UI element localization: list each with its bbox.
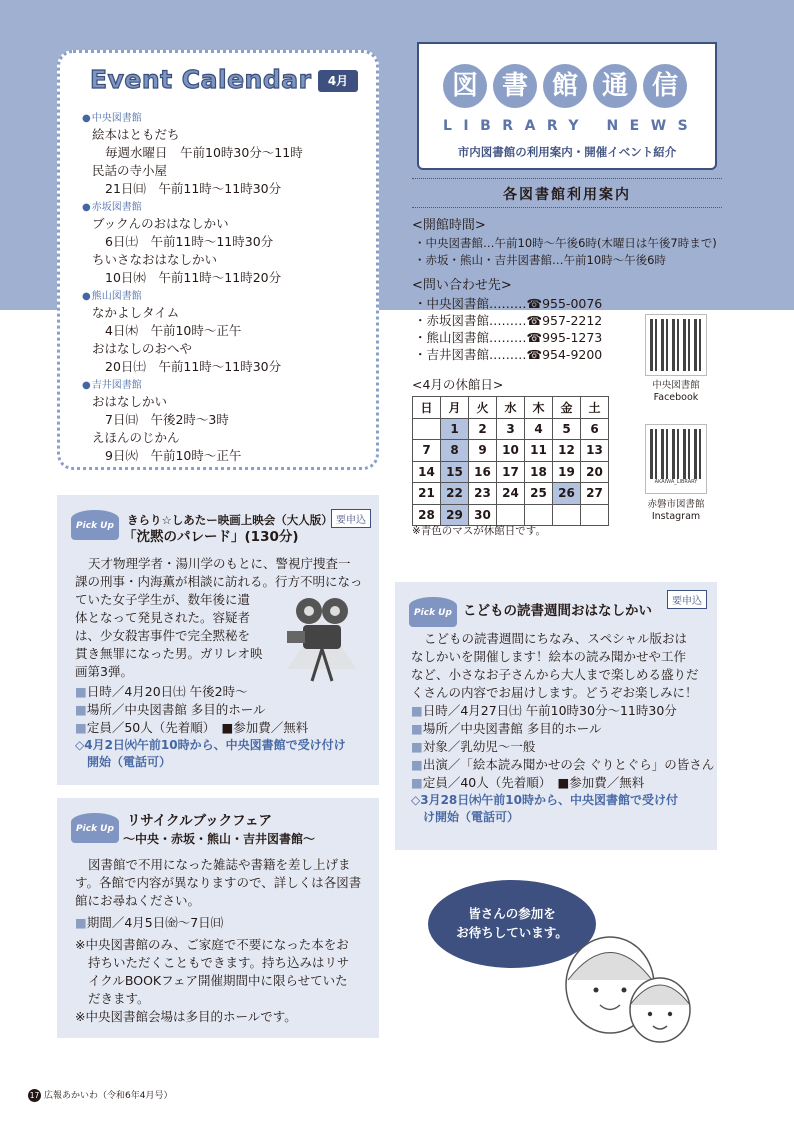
calendar-day-cell: 3 (497, 418, 525, 440)
text-line: くさんの内容でお届けします。どうぞお楽しみに！ (411, 685, 698, 700)
movie-details (75, 683, 346, 771)
detail-text: 場所／中央図書館 多目的ホール (422, 721, 602, 736)
qr-caption-line: Instagram (651, 511, 701, 522)
event-library-name: ● 吉井図書館 (82, 378, 376, 393)
weekday-cell: 火 (469, 397, 497, 419)
bubble-line: 皆さんの参加を (468, 906, 556, 921)
detail-row: ■日時／4月20日㈯ 午後2時～ (75, 684, 248, 699)
instagram-qr-code[interactable] (645, 424, 707, 494)
detail-text: 日時／4月27日㈯ 午前10時30分～11時30分 (422, 703, 677, 718)
facebook-qr-code[interactable] (645, 314, 707, 376)
detail-row: ■定員／40人（先着順） ■参加費／無料 (411, 775, 645, 790)
calendar-day-cell (413, 418, 441, 440)
notice-line: け開始（電話可） (423, 810, 520, 824)
weekday-cell: 木 (525, 397, 553, 419)
event-time: 21日㈰ 午前11時～11時30分 (105, 181, 282, 196)
event-library-name: ● 中央図書館 (82, 111, 376, 126)
notice-line: 開始（電話可） (87, 755, 172, 769)
qr-caption (631, 380, 721, 404)
event-time: 毎週水曜日 午前10時30分～11時 (105, 145, 303, 160)
logo-kanji: 信 (643, 64, 687, 108)
calendar-week-row (413, 483, 609, 505)
event-name: えほんのじかん (92, 430, 180, 445)
qr-caption-line: 中央図書館 (652, 380, 700, 391)
detail-text: 定員／40人（先着順） ■参加費／無料 (422, 775, 645, 790)
text-line: 天才物理学者・湯川学のもとに、警視庁捜査一 (88, 556, 351, 571)
mother-child-illustration (540, 930, 720, 1045)
detail-row: ■日時／4月27日㈯ 午前10時30分～11時30分 (411, 703, 677, 718)
contacts (412, 277, 602, 363)
event-time: 20日㈯ 午前11時～11時30分 (105, 359, 282, 374)
qr-caption-line: Facebook (653, 392, 699, 403)
event-time: 9日㈫ 午前10時～正午 (105, 448, 242, 463)
note-line: だきます。 (88, 991, 150, 1006)
event-name: なかよしタイム (92, 305, 180, 320)
guide-title: 各図書館利用案内 (503, 187, 631, 203)
library-news-logo (417, 42, 717, 170)
opening-hours (412, 217, 717, 269)
calendar-day-cell: 17 (497, 461, 525, 483)
application-required-badge: 要申込 (331, 509, 371, 528)
movie-title-line2: 「沈黙のパレード」(130分) (123, 529, 299, 545)
footer-text: 広報あかいわ（令和6年4月号） (44, 1091, 173, 1101)
detail-text: 対象／乳幼児～一般 (422, 739, 536, 754)
text-line: なしかいを開催します！絵本の読み聞かせや工作 (411, 649, 687, 664)
closed-days-calendar (412, 396, 609, 526)
contact-heading: <問い合わせ先> (412, 278, 512, 293)
detail-row: ■場所／中央図書館 多目的ホール (75, 702, 266, 717)
detail-row: ■場所／中央図書館 多目的ホール (411, 721, 602, 736)
logo-kanji: 館 (543, 64, 587, 108)
text-line: など、小さなお子さんから大人まで楽しめる盛りだ (411, 667, 699, 682)
text-line: 画第3弾。 (75, 664, 133, 679)
calendar-day-cell: 14 (413, 461, 441, 483)
projector-icon (277, 589, 367, 685)
calendar-day-cell: 20 (581, 461, 609, 483)
text-line: 館にお尋ねください。 (75, 893, 201, 908)
page-number: 17 (29, 1091, 40, 1100)
logo-kanji: 通 (593, 64, 637, 108)
detail-row: ■対象／乳幼児～一般 (411, 739, 536, 754)
calendar-day-cell: 10 (497, 440, 525, 462)
text-line: こどもの読書週間にちなみ、スペシャル版おは (424, 631, 688, 646)
calendar-day-cell: 15 (441, 461, 469, 483)
calendar-day-cell: 7 (413, 440, 441, 462)
text-line: ていた女子学生が、数年後に遺 (75, 592, 251, 607)
note-line: ※中央図書館会場は多目的ホールです。 (75, 1009, 297, 1024)
calendar-day-cell: 11 (525, 440, 553, 462)
calendar-day-cell: 22 (441, 483, 469, 505)
calendar-day-cell: 29 (441, 504, 469, 526)
text-line: 図書館で不用になった雑誌や書籍を差し上げま (88, 857, 351, 872)
hours-row: ・中央図書館…午前10時～午後6時(木曜日は午後7時まで) (414, 236, 717, 250)
qr-caption-line: 赤磐市図書館 (647, 499, 705, 510)
calendar-day-cell (553, 504, 581, 526)
recycle-subtitle: ～中央・赤坂・熊山・吉井図書館～ (123, 832, 316, 846)
calendar-day-cell: 1 (441, 418, 469, 440)
event-name: ちいさなおはなしかい (92, 252, 218, 267)
calendar-day-cell: 13 (581, 440, 609, 462)
detail-row: ■定員／50人（先着順） ■参加費／無料 (75, 720, 309, 735)
event-name: ブックんのおはなしかい (92, 216, 229, 231)
event-name: 絵本はともだち (92, 127, 180, 142)
pickup-badge: Pick Up (409, 597, 457, 627)
event-list (82, 111, 376, 465)
event-name: 民話の寺小屋 (92, 163, 168, 178)
calendar-week-row (413, 418, 609, 440)
calendar-day-cell: 27 (581, 483, 609, 505)
event-calendar (57, 50, 379, 470)
logo-subtitle: LIBRARY NEWS (443, 118, 700, 134)
text-line: す。各館で内容が異なりますので、詳しくは各図書 (75, 875, 362, 890)
calendar-day-cell: 19 (553, 461, 581, 483)
calendar-day-cell: 6 (581, 418, 609, 440)
divider (412, 178, 722, 179)
calendar-week-row (413, 440, 609, 462)
event-time: 10日㈬ 午前11時～11時20分 (105, 270, 282, 285)
contact-row: ・中央図書館………☎955-0076 (414, 296, 603, 311)
detail-row: ■期間／4月5日㈮～7日㈰ (75, 915, 224, 930)
notice-line: ◇4月2日㈫午前10時から、中央図書館で受け付け (75, 738, 346, 752)
contact-row: ・赤坂図書館………☎957-2212 (414, 313, 603, 328)
movie-title-line1: きらり☆しあたー映画上映会（大人版） (127, 513, 333, 527)
text-line: 体となって発見された。容疑者 (75, 610, 251, 625)
calendar-day-cell: 5 (553, 418, 581, 440)
calendar-day-cell: 8 (441, 440, 469, 462)
recycle-title: リサイクルブックフェア (127, 813, 272, 829)
weekday-header-row (413, 397, 609, 419)
weekday-cell: 土 (581, 397, 609, 419)
detail-row: ■出演／「絵本読み聞かせの会 ぐりとぐら」の皆さん (411, 757, 715, 772)
hours-heading: <開館時間> (412, 218, 486, 233)
detail-text: 期間／4月5日㈮～7日㈰ (86, 915, 224, 930)
calendar-day-cell: 24 (497, 483, 525, 505)
detail-text: 場所／中央図書館 多目的ホール (86, 702, 266, 717)
calendar-day-cell: 28 (413, 504, 441, 526)
hours-row: ・赤坂・熊山・吉井図書館…午前10時～午後6時 (414, 253, 666, 267)
event-library-name: ● 赤坂図書館 (82, 200, 376, 215)
movie-event-box (57, 495, 379, 785)
qr-caption (631, 499, 721, 523)
event-time: 7日㈰ 午後2時～3時 (105, 412, 229, 427)
weekday-cell: 日 (413, 397, 441, 419)
recycle-description (75, 856, 361, 1026)
logo-kanji: 図 (443, 64, 487, 108)
note-line: イクルBOOKフェア開催期間中に限らせていた (88, 973, 348, 988)
calendar-day-cell: 12 (553, 440, 581, 462)
page-footer (28, 1088, 172, 1102)
calendar-week-row (413, 461, 609, 483)
text-line: 貫き無罪になった男。ガリレオ映 (75, 646, 263, 661)
pickup-badge: Pick Up (71, 510, 119, 540)
qr-label: AKAIWA_LIBRARY (654, 479, 698, 485)
note-line: ※中央図書館のみ、ご家庭で不要になった本をお (75, 937, 349, 952)
closed-heading: <4月の休館日> (412, 377, 504, 392)
detail-text: 日時／4月20日㈯ 午後2時～ (86, 684, 248, 699)
closed-days-note: ※青色のマスが休館日です。 (412, 525, 546, 537)
note-line: 持ちいただくこともできます。持ち込みはリサ (88, 955, 350, 970)
event-library-name: ● 熊山図書館 (82, 289, 376, 304)
event-name: おはなしかい (92, 394, 168, 409)
calendar-day-cell: 18 (525, 461, 553, 483)
calendar-day-cell (581, 504, 609, 526)
pickup-badge: Pick Up (71, 813, 119, 843)
kids-description (411, 630, 714, 826)
event-calendar-title: Event Calendar (90, 65, 312, 94)
bubble-line: お待ちしています。 (456, 925, 568, 940)
contact-row: ・吉井図書館………☎954-9200 (414, 347, 603, 362)
contact-row: ・熊山図書館………☎995-1273 (414, 330, 603, 345)
calendar-day-cell: 9 (469, 440, 497, 462)
event-name: おはなしのおへや (92, 341, 193, 356)
text-line: は、少女殺害事件で完全黙秘を (75, 628, 251, 643)
event-time: 6日㈯ 午前11時～11時30分 (105, 234, 274, 249)
kids-title: こどもの読書週間おはなしかい (463, 603, 652, 619)
divider (412, 207, 722, 208)
calendar-day-cell: 30 (469, 504, 497, 526)
calendar-day-cell: 4 (525, 418, 553, 440)
text-line: 課の刑事・内海薫が相談に訪れる。行方不明になっ (75, 574, 363, 589)
calendar-day-cell: 26 (553, 483, 581, 505)
logo-kanji: 書 (493, 64, 537, 108)
calendar-day-cell: 21 (413, 483, 441, 505)
kids-storytime-box (395, 582, 717, 850)
event-calendar-month: 4月 (318, 70, 358, 92)
calendar-day-cell: 25 (525, 483, 553, 505)
weekday-cell: 金 (553, 397, 581, 419)
recycle-fair-box (57, 798, 379, 1038)
calendar-day-cell: 23 (469, 483, 497, 505)
application-required-badge: 要申込 (667, 590, 707, 609)
detail-text: 定員／50人（先着順） ■参加費／無料 (86, 720, 309, 735)
weekday-cell: 水 (497, 397, 525, 419)
event-time: 4日㈭ 午前10時～正午 (105, 323, 242, 338)
notice-line: ◇3月28日㈭午前10時から、中央図書館で受け付 (411, 793, 678, 807)
logo-tagline: 市内図書館の利用案内・開催イベント紹介 (457, 145, 677, 159)
weekday-cell: 月 (441, 397, 469, 419)
calendar-day-cell: 2 (469, 418, 497, 440)
detail-text: 出演／「絵本読み聞かせの会 ぐりとぐら」の皆さん (422, 757, 715, 772)
calendar-day-cell: 16 (469, 461, 497, 483)
